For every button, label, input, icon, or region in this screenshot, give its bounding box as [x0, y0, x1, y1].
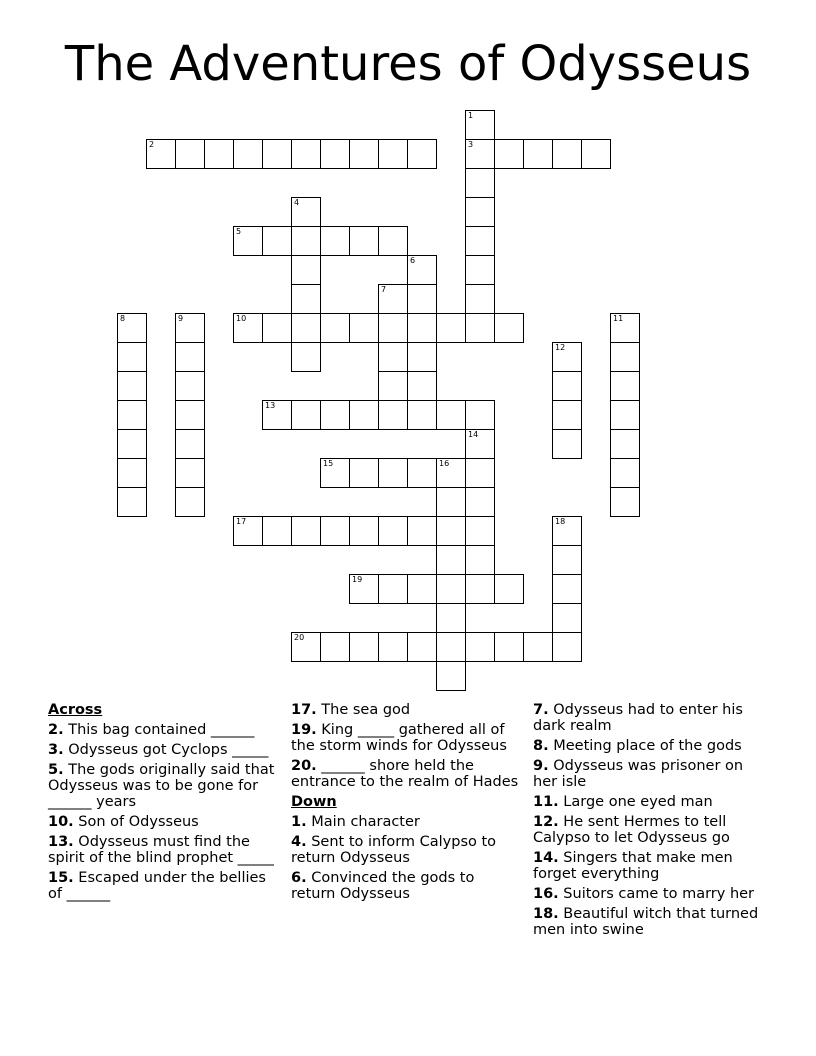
clue-text: Convinced the gods to return Odysseus	[291, 870, 475, 902]
grid-cell[interactable]	[465, 516, 495, 546]
grid-cell[interactable]	[465, 255, 495, 285]
grid-cell[interactable]	[465, 458, 495, 488]
clue-text: Sent to inform Calypso to return Odysseus	[291, 834, 497, 866]
grid-cell[interactable]	[610, 400, 640, 430]
clue-number: 5	[236, 227, 242, 236]
grid-cell[interactable]	[233, 313, 263, 343]
clue-number: 17.	[291, 702, 317, 718]
down-clue	[291, 814, 519, 830]
grid-cell[interactable]	[552, 574, 582, 604]
grid-cell[interactable]	[320, 400, 350, 430]
grid-cell[interactable]	[378, 574, 408, 604]
grid-cell[interactable]	[349, 313, 379, 343]
grid-cell[interactable]	[291, 400, 321, 430]
clue-number: 6.	[291, 870, 307, 886]
clue-number: 3	[468, 140, 474, 149]
clue-number: 8.	[533, 738, 549, 754]
clue-text: King _____ gathered all of the storm winds for Odysseus	[291, 722, 507, 754]
grid-cell[interactable]	[552, 545, 582, 575]
grid-cell[interactable]	[262, 226, 292, 256]
clue-number: 12	[555, 343, 566, 352]
clue-number: 9.	[533, 758, 549, 774]
grid-cell[interactable]	[523, 632, 553, 662]
grid-cell[interactable]	[581, 139, 611, 169]
grid-cell[interactable]	[407, 284, 437, 314]
grid-cell[interactable]	[378, 226, 408, 256]
grid-cell[interactable]	[465, 429, 495, 459]
grid-cell[interactable]	[175, 313, 205, 343]
grid-cell[interactable]	[117, 458, 147, 488]
clue-number: 5.	[48, 762, 64, 778]
clue-text: Odysseus had to enter his dark realm	[533, 702, 743, 734]
down-clue	[533, 850, 761, 882]
grid-cell[interactable]	[291, 255, 321, 285]
grid-cell[interactable]	[436, 458, 466, 488]
grid-cell[interactable]	[349, 516, 379, 546]
grid-cell[interactable]	[378, 458, 408, 488]
grid-cell[interactable]	[552, 603, 582, 633]
grid-cell[interactable]	[349, 574, 379, 604]
grid-cell[interactable]	[291, 516, 321, 546]
grid-cell[interactable]	[233, 516, 263, 546]
grid-cell[interactable]	[291, 342, 321, 372]
grid-cell[interactable]	[378, 516, 408, 546]
clue-number: 16.	[533, 886, 559, 902]
grid-cell[interactable]	[436, 574, 466, 604]
grid-cell[interactable]	[291, 313, 321, 343]
down-clue	[291, 834, 519, 866]
clue-number: 19.	[291, 722, 317, 738]
clue-number: 3.	[48, 742, 64, 758]
clue-number: 1	[468, 111, 474, 120]
across-clue	[48, 742, 276, 758]
grid-cell[interactable]	[117, 313, 147, 343]
grid-cell[interactable]	[175, 458, 205, 488]
clue-number: 2	[149, 140, 155, 149]
grid-cell[interactable]	[320, 458, 350, 488]
grid-cell[interactable]	[378, 342, 408, 372]
across-clue	[291, 722, 519, 754]
grid-cell[interactable]	[349, 226, 379, 256]
down-clue	[533, 814, 761, 846]
clue-text: Son of Odysseus	[73, 814, 199, 830]
grid-cell[interactable]	[552, 371, 582, 401]
grid-cell[interactable]	[552, 516, 582, 546]
clue-text: The sea god	[316, 702, 411, 718]
grid-cell[interactable]	[436, 400, 466, 430]
grid-cell[interactable]	[494, 139, 524, 169]
down-clue	[533, 758, 761, 790]
grid-cell[interactable]	[407, 458, 437, 488]
clue-number: 18	[555, 517, 566, 526]
across-clue	[291, 702, 519, 718]
grid-cell[interactable]	[610, 429, 640, 459]
clue-text: Odysseus got Cyclops _____	[63, 742, 269, 758]
grid-cell[interactable]	[204, 139, 234, 169]
across-clue	[48, 870, 276, 902]
grid-cell[interactable]	[552, 632, 582, 662]
grid-cell[interactable]	[378, 139, 408, 169]
clue-number: 15.	[48, 870, 74, 886]
down-clue	[533, 702, 761, 734]
grid-cell[interactable]	[117, 342, 147, 372]
grid-cell[interactable]	[465, 574, 495, 604]
grid-cell[interactable]	[117, 429, 147, 459]
clue-number: 17	[236, 517, 247, 526]
grid-cell[interactable]	[407, 400, 437, 430]
clue-number: 8	[120, 314, 126, 323]
grid-cell[interactable]	[175, 487, 205, 517]
grid-cell[interactable]	[320, 632, 350, 662]
grid-cell[interactable]	[117, 487, 147, 517]
grid-cell[interactable]	[610, 458, 640, 488]
clues-column-3	[533, 702, 761, 942]
across-clue	[48, 722, 276, 738]
clue-number: 16	[439, 459, 450, 468]
page-title: The Adventures of Odysseus	[64, 36, 752, 92]
grid-cell[interactable]	[262, 516, 292, 546]
grid-cell[interactable]	[407, 632, 437, 662]
grid-cell[interactable]	[233, 226, 263, 256]
clues-column-1	[48, 702, 276, 906]
clue-text: This bag contained ______	[63, 722, 255, 738]
clue-number: 15	[323, 459, 334, 468]
clue-text: Main character	[306, 814, 420, 830]
grid-cell[interactable]	[262, 400, 292, 430]
clue-text: The gods originally said that Odysseus was to be gone for ______ years	[48, 762, 275, 810]
clue-number: 13	[265, 401, 276, 410]
clue-text: Beautiful witch that turned men into swine	[533, 906, 759, 938]
grid-cell[interactable]	[320, 516, 350, 546]
grid-cell[interactable]	[349, 458, 379, 488]
grid-cell[interactable]	[436, 545, 466, 575]
clue-number: 7.	[533, 702, 549, 718]
grid-cell[interactable]	[291, 197, 321, 227]
grid-cell[interactable]	[407, 574, 437, 604]
grid-cell[interactable]	[407, 516, 437, 546]
grid-cell[interactable]	[465, 139, 495, 169]
grid-cell[interactable]	[407, 371, 437, 401]
grid-cell[interactable]	[552, 342, 582, 372]
clue-text: Singers that make men forget everything	[533, 850, 733, 882]
grid-cell[interactable]	[465, 110, 495, 140]
grid-cell[interactable]	[349, 400, 379, 430]
grid-cell[interactable]	[320, 139, 350, 169]
clue-number: 20	[294, 633, 305, 642]
grid-cell[interactable]	[436, 603, 466, 633]
grid-cell[interactable]	[494, 632, 524, 662]
grid-cell[interactable]	[436, 661, 466, 691]
grid-cell[interactable]	[465, 545, 495, 575]
down-clue	[533, 906, 761, 938]
grid-cell[interactable]	[378, 400, 408, 430]
grid-cell[interactable]	[465, 400, 495, 430]
clue-text: Large one eyed man	[558, 794, 713, 810]
grid-cell[interactable]	[320, 313, 350, 343]
grid-cell[interactable]	[494, 574, 524, 604]
grid-cell[interactable]	[552, 400, 582, 430]
grid-cell[interactable]	[175, 400, 205, 430]
clue-number: 20.	[291, 758, 317, 774]
grid-cell[interactable]	[291, 632, 321, 662]
down-clue	[533, 886, 761, 902]
grid-cell[interactable]	[291, 139, 321, 169]
grid-cell[interactable]	[523, 139, 553, 169]
grid-cell[interactable]	[233, 139, 263, 169]
clue-text: ______ shore held the entrance to the realm of Hades	[291, 758, 519, 790]
clues-column-2	[291, 702, 519, 906]
grid-cell[interactable]	[117, 400, 147, 430]
clue-text: Odysseus must find the spirit of the blind prophet _____	[48, 834, 274, 866]
clue-number: 6	[410, 256, 416, 265]
grid-cell[interactable]	[610, 342, 640, 372]
grid-cell[interactable]	[175, 429, 205, 459]
grid-cell[interactable]	[610, 313, 640, 343]
grid-cell[interactable]	[320, 226, 350, 256]
clue-number: 4.	[291, 834, 307, 850]
across-clue	[48, 834, 276, 866]
clue-number: 7	[381, 285, 387, 294]
grid-cell[interactable]	[407, 255, 437, 285]
clue-number: 1.	[291, 814, 307, 830]
grid-cell[interactable]	[117, 371, 147, 401]
grid-cell[interactable]	[465, 487, 495, 517]
grid-cell[interactable]	[465, 226, 495, 256]
grid-cell[interactable]	[175, 342, 205, 372]
grid-cell[interactable]	[262, 313, 292, 343]
grid-cell[interactable]	[552, 139, 582, 169]
grid-cell[interactable]	[465, 284, 495, 314]
down-heading: Down	[291, 794, 337, 810]
grid-cell[interactable]	[378, 313, 408, 343]
across-clue	[291, 758, 519, 790]
clue-number: 19	[352, 575, 363, 584]
down-clue	[533, 738, 761, 754]
grid-cell[interactable]	[465, 313, 495, 343]
clue-number: 18.	[533, 906, 559, 922]
clue-number: 4	[294, 198, 300, 207]
grid-cell[interactable]	[436, 487, 466, 517]
grid-cell[interactable]	[291, 284, 321, 314]
clue-number: 14.	[533, 850, 559, 866]
grid-cell[interactable]	[436, 516, 466, 546]
grid-cell[interactable]	[436, 313, 466, 343]
grid-cell[interactable]	[407, 139, 437, 169]
grid-cell[interactable]	[175, 371, 205, 401]
grid-cell[interactable]	[407, 342, 437, 372]
across-heading: Across	[48, 702, 103, 718]
grid-cell[interactable]	[378, 371, 408, 401]
grid-cell[interactable]	[436, 632, 466, 662]
down-clue	[291, 870, 519, 902]
grid-cell[interactable]	[465, 168, 495, 198]
clue-text: Meeting place of the gods	[548, 738, 742, 754]
clue-number: 2.	[48, 722, 64, 738]
clue-text: He sent Hermes to tell Calypso to let Odysseus go	[533, 814, 730, 846]
grid-cell[interactable]	[407, 313, 437, 343]
grid-cell[interactable]	[175, 139, 205, 169]
clue-number: 13.	[48, 834, 74, 850]
grid-cell[interactable]	[378, 284, 408, 314]
grid-cell[interactable]	[349, 139, 379, 169]
across-clue	[48, 814, 276, 830]
clue-number: 12.	[533, 814, 559, 830]
clue-number: 9	[178, 314, 184, 323]
clue-number: 14	[468, 430, 479, 439]
clue-number: 10	[236, 314, 247, 323]
clue-number: 11.	[533, 794, 559, 810]
grid-cell[interactable]	[291, 226, 321, 256]
grid-cell[interactable]	[465, 632, 495, 662]
grid-cell[interactable]	[610, 487, 640, 517]
clue-number: 11	[613, 314, 624, 323]
down-clue	[533, 794, 761, 810]
grid-cell[interactable]	[146, 139, 176, 169]
grid-cell[interactable]	[262, 139, 292, 169]
clue-text: Escaped under the bellies of ______	[48, 870, 266, 902]
grid-cell[interactable]	[494, 313, 524, 343]
grid-cell[interactable]	[610, 371, 640, 401]
grid-cell[interactable]	[378, 632, 408, 662]
clue-text: Odysseus was prisoner on her isle	[533, 758, 744, 790]
clue-text: Suitors came to marry her	[558, 886, 755, 902]
grid-cell[interactable]	[349, 632, 379, 662]
grid-cell[interactable]	[465, 197, 495, 227]
grid-cell[interactable]	[552, 429, 582, 459]
across-clue	[48, 762, 276, 810]
clue-number: 10.	[48, 814, 74, 830]
